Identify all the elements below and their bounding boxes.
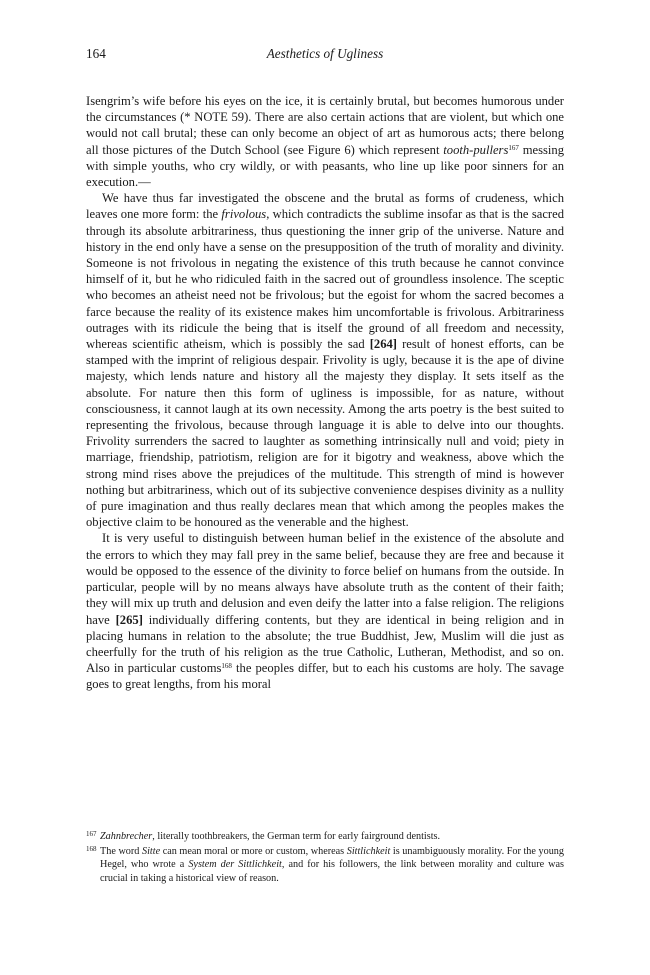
text-run: is unambiguously morality. For the young Hegel, who wrote a bbox=[100, 846, 564, 871]
text-run: the peoples differ, but to each his customs are holy. The savage goes to great lengths, from his moral bbox=[86, 661, 564, 692]
running-title: Aesthetics of Ugliness bbox=[266, 46, 384, 61]
text-run: , which contradicts the sublime insofar as that is the sacred through its absolute arbitrariness, thus questioning the inner grip of the universe. Nature and history in the end only have a sense on the presupposition of the truth of morality and divinity. Someone is not frivolous in negating the existence of this truth because he cannot convince himself of it, but he who ridiculed faith in the sacred out of groundless insolence. The sceptic who becomes an atheist need not be frivolous; but the egoist for whom the sacred becomes a farce because the reality of its existence makes him uncomfortable is frivolous. Arbitrariness outrages with its ridicule the being that is itself the ground of all freedom and necessity, whereas scientific atheism, which is possibly the sad bbox=[86, 207, 564, 352]
text-run: , literally toothbreakers, the German term for early fairground dentists. bbox=[152, 831, 441, 842]
running-header bbox=[86, 46, 564, 64]
footnote bbox=[86, 828, 564, 843]
italic-text: Sittlichkeit bbox=[346, 846, 391, 858]
page-marker: [264] bbox=[369, 337, 397, 352]
body-text bbox=[86, 93, 564, 693]
italic-text: tooth-pullers bbox=[443, 142, 509, 157]
text-run: result of honest efforts, can be stamped with the imprint of religious despair. Frivolity is ugly, because it is the ape of divine majesty, which lends nature and history all the majesty they display. It sets itself as the absolute. For nature then this form of ugliness is impossible, for as nature, without consciousness, it cannot laugh at its own necessity. Among the arts poetry is the best suited to representing the frivolous, because through language it is able to delve into our thoughts. Frivolity surrenders the sacred to laughter as something intrinsically null and void; piety in marriage, friendship, patriotism, religion are for it bigotry and weakness, above which the strong mind rises above the prejudices of the multitude. This strength of mind is however nothing but arbitrariness, which out of its subjective convenience despises divinity as a nullity of pure imagination and thus really declares mean that which among the peoples makes the objective claim to be honoured as the venerable and the highest. bbox=[86, 337, 564, 530]
footnote-number: 168 bbox=[86, 845, 97, 854]
page-number: 164 bbox=[86, 46, 106, 61]
italic-text: System der Sittlichkeit bbox=[188, 859, 282, 871]
text-run: Isengrim’s wife before his eyes on the ice, it is certainly brutal, but becomes humorous under the circumstances (* NOTE 59). There are also certain actions that are violent, but which one would not call brutal; these can only become an object of art as humorous acts; there belong all those pictures of the Dutch School (see Figure 6) which represent bbox=[86, 94, 564, 157]
page-marker: [265] bbox=[115, 612, 143, 627]
footnote-ref: 168 bbox=[221, 662, 232, 671]
text-run: It is very useful to distinguish between human belief in the existence of the absolute and the errors to which they may fall prey in the same belief, because they are free and because it would be opposed to the essence of the divinity to force belief on humans from the outside. In particular, people will by no means always have absolute truth as the content of their faith; they will mix up truth and delusion and even deify the latter into a false religion. The religions have bbox=[86, 531, 564, 627]
italic-text: frivolous bbox=[221, 207, 267, 222]
footnote-ref: 167 bbox=[508, 143, 519, 152]
italic-text: Sitte bbox=[141, 846, 161, 858]
text-run: individually differing contents, but they are identical in being religion and in placing humans in relation to the absolute; the true Buddhist, Jew, Muslim will die just as cheerfully for the truth of his religion as the true Catholic, Lutheran, Methodist, and so on. Also in particular customs bbox=[86, 612, 565, 676]
footnote bbox=[86, 843, 564, 885]
text-run: messing with simple youths, who cry wildly, or with peasants, who line up like poor sinners for an execution.— bbox=[86, 142, 564, 190]
italic-text: Zahnbrecher bbox=[100, 831, 153, 842]
paragraph bbox=[86, 93, 564, 190]
text-run: , and for his followers, the link between morality and culture was crucial in taking a historical view of reason. bbox=[100, 859, 565, 884]
paragraph bbox=[86, 190, 564, 530]
footnote-number: 167 bbox=[86, 830, 97, 838]
text-run: The word bbox=[100, 846, 142, 858]
text-run: can mean moral or more or custom, whereas bbox=[160, 846, 347, 858]
text-run: We have thus far investigated the obscene and the brutal as forms of crudeness, which leaves one more form: the bbox=[86, 191, 564, 222]
paragraph bbox=[86, 530, 564, 692]
footnotes bbox=[86, 828, 564, 885]
